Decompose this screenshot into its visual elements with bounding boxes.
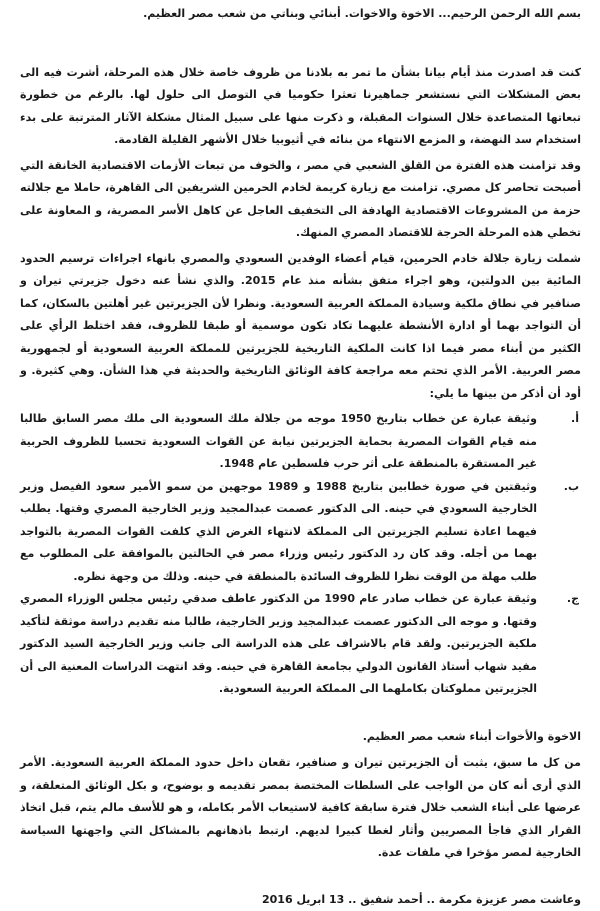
list-marker-c: ج. — [567, 588, 579, 611]
signature-line: وعاشت مصر عزيزة مكرمة .. أحمد شفيق .. 13 ابريل 2016 — [20, 889, 581, 911]
paragraph-royal-visit: وقد تزامنت هذه الفترة من القلق الشعبي في مصر ، والخوف من تبعات الأزمات الاقتصادية الخانقة التي أصبحت تحاصر كل مصري. تزامنت مع زيارة كريمة لخادم الحرمين الشريفين الى القاهرة، حاملا مع جلالته حزمة من المشروعات الاقتصادية الهادفة الى التخفيف العاجل عن كاهل الأسر المصرية، و المعاونة على تخطي هذه المرحلة الحرجة للاقتصاد المصري المنهك. — [20, 155, 581, 245]
basmala-line: بسم الله الرحمن الرحيم... الاخوة والاخوات. أبنائي وبناتي من شعب مصر العظيم. — [20, 3, 581, 26]
list-item-c — [20, 588, 581, 701]
list-marker-b: ب. — [564, 476, 579, 499]
list-item-c-text: وثيقة عبارة عن خطاب صادر عام 1990 من الدكتور عاطف صدقي رئيس مجلس الوزراء المصري وقتها. و موجه الى الدكتور عصمت عبدالمجيد وزير الخارجية، طالبا منه تقديم دراسة موثقة لتأكيد ملكية الجزيرتين. ولقد قام بالاشراف على هذه الدراسة الى جانب وزير الخارجية السيد الدكتور مفيد شهاب أستاذ القانون الدولي بجامعة القاهرة في حينه. وقد انتهت الدراسات المعنية الى أن الجزيرتين مملوكتان بكاملهما الى المملكة العربية السعودية. — [20, 592, 537, 695]
documents-list — [20, 408, 581, 701]
list-marker-a: أ. — [571, 408, 579, 431]
paragraph-intro-statement: كنت قد اصدرت منذ أيام بيانا بشأن ما تمر به بلادنا من ظروف خاصة خلال هذه المرحلة، أشرت فيه الى بعض المشكلات التي نستشعر جماهيرنا تعثرا حكوميا في التوصل الى حلول لها. بالرغم من خطورة تبعاتها المتصاعدة خلال السنوات المقبلة، و ذكرت منها على سبيل المثال مشكلة الآثار المترتبة على بدء استخدام سد النهضة، و المزمع الانتهاء من بنائه في أثيوبيا خلال الأشهر القليلة القادمة. — [20, 62, 581, 152]
list-item-a — [20, 408, 581, 476]
paragraph-conclusion: من كل ما سبق، يثبت أن الجزيرتين تيران و صنافير، تقعان داخل حدود المملكة العربية السعودية. الأمر الذي أرى أنه كان من الواجب على السلطات المختصة بمصر تقديمه و بوضوح، و بكل الوثائق المتعلقة، و عرضها على أبناء الشعب خلال فترة سابقة كافية لاستيعاب الأمر بكامله، و هو للأسف مالم يتم، قبل اتخاذ القرار الذي فاجأ المصريين وأثار لغطا كبيرا لديهم. ارتبط باذهانهم بالمشاكل التي واجهتها السياسة الخارجية لمصر مؤخرا في ملفات عدة. — [20, 752, 581, 865]
paragraph-border-demarcation: شملت زيارة جلالة خادم الحرمين، قيام أعضاء الوفدين السعودي والمصري بانهاء اجراءات ترسيم الحدود المائية بين الدولتين، وهو اجراء متفق بشأنه منذ عام 2015. والذي نشأ عنه دخول جزيرتي تيران و صنافير في نطاق ملكية وسيادة المملكة العربية السعودية. ونظرا لأن الجزيرتين غير أهلتين بالسكان، كما أن التواجد بهما أو ادارة الأنشطة عليهما تكاد تكون موسمية أو طبقا للظروف، فقد اختلط الرأي على الكثير من أبناء مصر فيما اذا كانت الملكية التاريخية للجزيرتين للمملكة العربية السعودية أو لجمهورية مصر العربية. الأمر الذي تحتم معه مراجعة كافة الوثائق التاريخية والحديثة في هذا الشأن. وهي كثيرة. و أود أن أذكر من بينها ما يلي: — [20, 248, 581, 406]
salutation-line: الاخوة والأخوات أبناء شعب مصر العظيم. — [20, 726, 581, 749]
list-item-b-text: وثيقتين في صورة خطابين بتاريخ 1988 و 1989 موجهين من سمو الأمير سعود الفيصل وزير الخارجية السعودي في حينه. الى الدكتور عصمت عبدالمجيد وزير الخارجية المصري وقتها. يطلب فيهما اعادة تسليم الجزيرتين الى المملكة لانتهاء الغرض الذي كلفت القوات المصرية بالتواجد بهما من أجله. وقد كان رد الدكتور رئيس وزراء مصر في الحالتين بالموافقة على المطلوب مع طلب مهلة من الوقت نظرا للظروف السائدة بالمنطقة في حينه. وذلك من وجهة نظره. — [20, 480, 537, 583]
list-item-b — [20, 476, 581, 589]
list-item-a-text: وثيقة عبارة عن خطاب بتاريخ 1950 موجه من جلالة ملك السعودية الى ملك مصر السابق طالبا منه قيام القوات المصرية بحماية الجزيرتين نيابة عن القوات السعودية تحسبا للظروف الحربية غير المستقرة بالمنطقة على أثر حرب فلسطين عام 1948. — [20, 412, 537, 470]
